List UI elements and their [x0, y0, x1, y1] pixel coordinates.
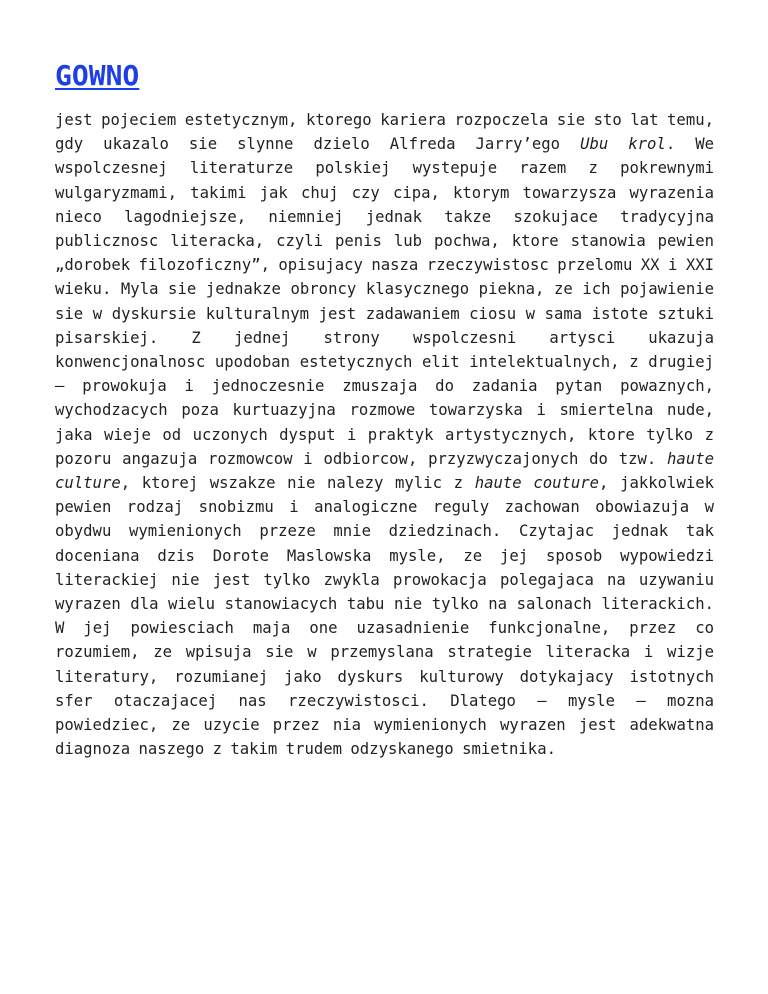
article: [55, 58, 714, 761]
body-segment-2: . We wspolczesnej literaturze polskiej wystepuje razem z pokrewnymi wulgaryzmami, takimi jak chuj czy cipa, ktorym towarzysza wyrazenia nieco lagodniejsze, niemniej jednak takze szokujace tradycyjna publicznosc literacka, czyli penis lub pochwa, ktore stanowia pewien „dorobek filozoficzny”, opisujacy nasza rzeczywistosc przelomu XX i XXI wieku. Myla sie jednakze obroncy klasycznego piekna, ze ich pojawienie sie w dyskursie kulturalnym jest zadawaniem ciosu w sama istote sztuki pisarskiej. Z jednej strony wspolczesni artysci ukazuja konwencjonalnosc upodoban estetycznych elit intelektualnych, z drugiej – prowokuja i jednoczesnie zmuszaja do zadania pytan powaznych, wychodzacych poza kurtuazyjna rozmowe towarzyska i smiertelna nude, jaka wieje od uczonych dysput i praktyk artystycznych, ktore tylko z pozoru angazuja rozmowcow i odbiorcow, przyzwyczajonych do tzw.: [55, 135, 714, 468]
article-title-link[interactable]: GOWNO: [55, 59, 140, 92]
italic-haute-culture: haute culture: [55, 449, 714, 493]
italic-haute-couture: haute couture: [474, 474, 600, 493]
article-body: [55, 108, 714, 761]
body-segment-4: , jakkolwiek pewien rodzaj snobizmu i analogiczne reguly zachowan obowiazuja w obydwu wymienionych przeze mnie dziedzinach. Czytajac jednak tak doceniana dzis Dorote Maslowska mysle, ze jej sposob wypowiedzi literackiej nie jest tylko zwykla prowokacja polegajaca na uzywaniu wyrazen dla wielu stanowiacych tabu nie tylko na salonach literackich. W jej powiesciach maja one uzasadnienie funkcjonalne, przez co rozumiem, ze wpisuja sie w przemyslana strategie literacka i wizje literatury, rozumianej jako dyskurs kulturowy dotykajacy istotnych sfer otaczajacej nas rzeczywistosci. Dlatego – mysle – mozna powiedziec, ze uzycie przez nia wymienionych wyrazen jest adekwatna diagnoza naszego z takim trudem odzyskanego smietnika.: [55, 474, 714, 759]
body-segment-1: jest pojeciem estetycznym, ktorego kariera rozpoczela sie sto lat temu, gdy ukazalo sie slynne dzielo Alfreda Jarry’ego: [55, 111, 714, 154]
body-segment-3: , ktorej wszakze nie nalezy mylic z: [120, 474, 475, 493]
italic-ubu-krol: Ubu krol: [580, 135, 666, 154]
